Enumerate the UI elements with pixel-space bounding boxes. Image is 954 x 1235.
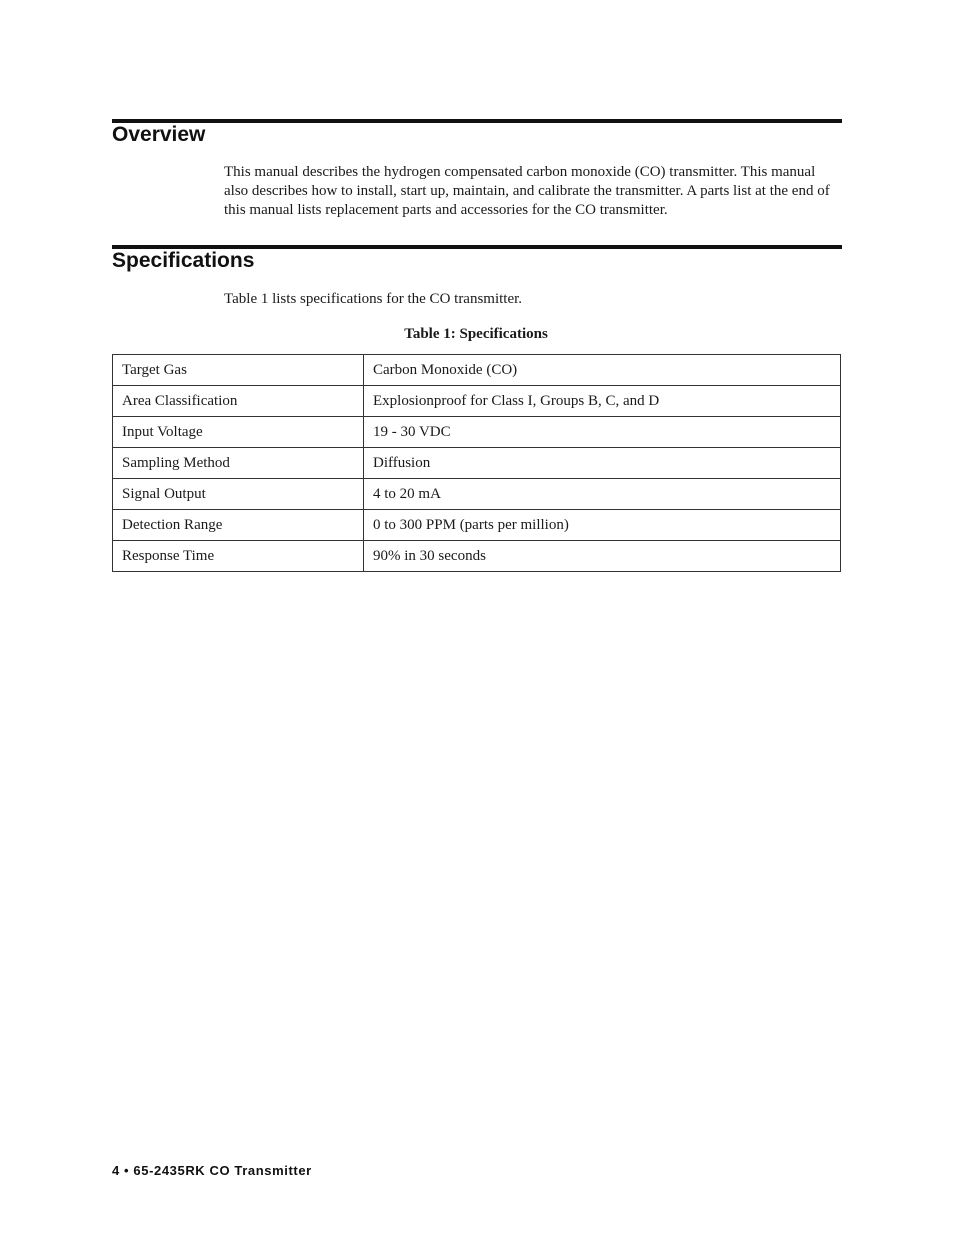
- overview-heading: Overview: [112, 123, 206, 146]
- spec-value: Carbon Monoxide (CO): [364, 355, 841, 386]
- spec-value: Explosionproof for Class I, Groups B, C, and D: [364, 386, 841, 417]
- spec-value: 90% in 30 seconds: [364, 541, 841, 572]
- spec-value: 19 - 30 VDC: [364, 417, 841, 448]
- spec-parameter: Input Voltage: [113, 417, 364, 448]
- overview-rule: [112, 119, 842, 123]
- page-footer: 4 • 65-2435RK CO Transmitter: [112, 1163, 312, 1178]
- spec-parameter: Sampling Method: [113, 448, 364, 479]
- spec-parameter: Response Time: [113, 541, 364, 572]
- spec-parameter: Area Classification: [113, 386, 364, 417]
- spec-parameter: Signal Output: [113, 479, 364, 510]
- spec-value: Diffusion: [364, 448, 841, 479]
- table-row: [113, 355, 841, 386]
- table-caption: Table 1: Specifications: [404, 326, 548, 342]
- spec-value: 0 to 300 PPM (parts per million): [364, 510, 841, 541]
- table-row: [113, 510, 841, 541]
- table-row: [113, 417, 841, 448]
- specifications-heading: Specifications: [112, 249, 255, 272]
- table-row: [113, 448, 841, 479]
- specifications-table: [112, 354, 841, 572]
- table-row: [113, 386, 841, 417]
- table-row: [113, 541, 841, 572]
- table-row: [113, 479, 841, 510]
- spec-parameter: Target Gas: [113, 355, 364, 386]
- specifications-intro: Table 1 lists specifications for the CO transmitter.: [224, 291, 523, 307]
- spec-value: 4 to 20 mA: [364, 479, 841, 510]
- overview-paragraph: This manual describes the hydrogen compensated carbon monoxide (CO) transmitter. This manual also describes how to install, start up, maintain, and calibrate the transmitter. A parts list at the end of this manual lists replacement parts and accessories for the CO transmitter.: [224, 164, 830, 218]
- spec-parameter: Detection Range: [113, 510, 364, 541]
